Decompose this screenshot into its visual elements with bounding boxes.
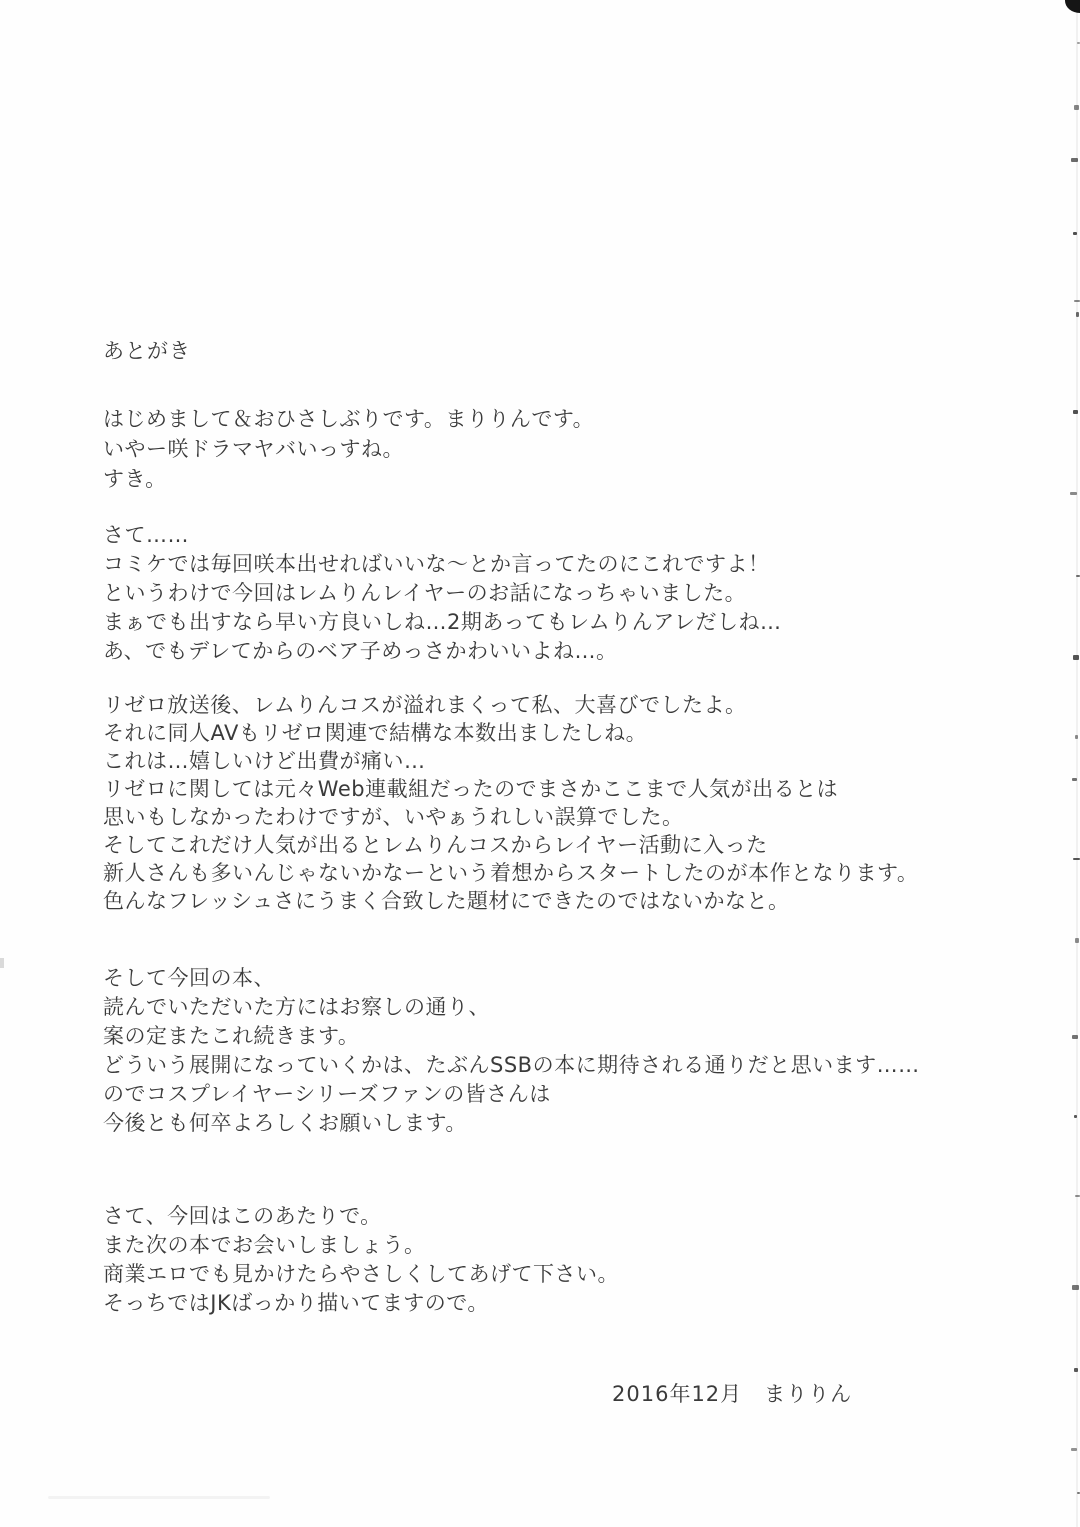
- scan-speck: [1073, 232, 1077, 235]
- text-line: さて、今回はこのあたりで。: [103, 1204, 382, 1228]
- scan-speck: [1072, 1285, 1079, 1290]
- text-line: 読んでいただいた方にはお察しの通り、: [103, 995, 490, 1019]
- text-line: さて……: [103, 523, 189, 547]
- text-line: はじめまして＆おひさしぶりです。まりりんです。: [103, 407, 595, 431]
- text-line: これは…嬉しいけど出費が痛い…: [103, 749, 426, 773]
- text-line: また次の本でお会いしましょう。: [103, 1233, 426, 1257]
- text-line: そっちではJKばっかり描いてますので。: [103, 1291, 489, 1315]
- text-line: 新人さんも多いんじゃないかなーという着想からスタートしたのが本作となります。: [103, 861, 919, 885]
- text-line: 案の定またこれ続きます。: [103, 1024, 360, 1048]
- scan-speck: [1072, 778, 1077, 781]
- text-line: 商業エロでも見かけたらやさしくしてあげて下さい。: [103, 1262, 619, 1286]
- text-line: リゼロ放送後、レムりんコスが溢れまくって私、大喜びでしたよ。: [103, 693, 747, 717]
- scan-smudge: [48, 1496, 270, 1499]
- text-line: コミケでは毎回咲本出せればいいな～とか言ってたのにこれですよ！: [103, 552, 770, 576]
- scan-speck: [1075, 735, 1078, 739]
- text-line: 思いもしなかったわけですが、いやぁうれしい誤算でした。: [103, 805, 684, 829]
- scan-speck: [1074, 105, 1079, 110]
- scan-speck: [1073, 655, 1079, 660]
- text-line: そして今回の本、: [103, 966, 275, 990]
- scan-speck: [1074, 300, 1080, 302]
- signature: 2016年12月 まりりん: [612, 1382, 853, 1406]
- scan-speck: [1071, 1448, 1077, 1451]
- scan-speck: [1070, 492, 1077, 495]
- text-line: リゼロに関しては元々Web連載組だったのでまさかここまで人気が出るとは: [103, 777, 839, 801]
- text-line: すき。: [103, 467, 167, 491]
- text-line: それに同人AVもリゼロ関連で結構な本数出ましたしね。: [103, 721, 648, 745]
- scan-speck: [1074, 1115, 1077, 1118]
- text-line: いやー咲ドラマヤバいっすね。: [103, 437, 404, 461]
- scan-speck: [0, 958, 4, 968]
- paragraph-rezero: [103, 691, 918, 915]
- text-line: 色んなフレッシュさにうまく合致した題材にできたのではないかなと。: [103, 889, 790, 913]
- text-line: のでコスプレイヤーシリーズファンの皆さんは: [103, 1082, 551, 1106]
- text-line: まぁでも出すなら早い方良いしね…2期あってもレムりんアレだしね…: [103, 610, 782, 634]
- scan-speck: [1074, 1368, 1078, 1372]
- scan-speck: [1073, 410, 1078, 414]
- paragraph-comiket: [103, 521, 781, 666]
- scan-speck: [1071, 158, 1078, 162]
- paragraph-closing: [103, 1202, 619, 1318]
- text-line: あ、でもデレてからのベア子めっさかわいいよね…。: [103, 639, 618, 663]
- text-line: 今後とも何卒よろしくお願いします。: [103, 1111, 467, 1135]
- scan-speck: [1075, 938, 1079, 943]
- text-line: どういう展開になっていくかは、たぶんSSBの本に期待される通りだと思います……: [103, 1053, 920, 1077]
- scan-edge-shadow: [1076, 0, 1078, 1527]
- scan-speck: [1076, 575, 1080, 577]
- text-line: そしてこれだけ人気が出るとレムりんコスからレイヤー活動に入った: [103, 833, 768, 857]
- scan-speck: [1075, 1195, 1080, 1197]
- text-line: というわけで今回はレムりんレイヤーのお話になっちゃいました。: [103, 581, 747, 605]
- scan-speck: [1072, 1035, 1078, 1039]
- scan-corner-mark: [1065, 0, 1080, 13]
- paragraph-this-book: [103, 964, 920, 1138]
- scan-speck: [1073, 858, 1080, 860]
- scan-speck: [1076, 312, 1079, 317]
- paragraph-greeting: [103, 404, 594, 494]
- page-title: あとがき: [103, 339, 191, 363]
